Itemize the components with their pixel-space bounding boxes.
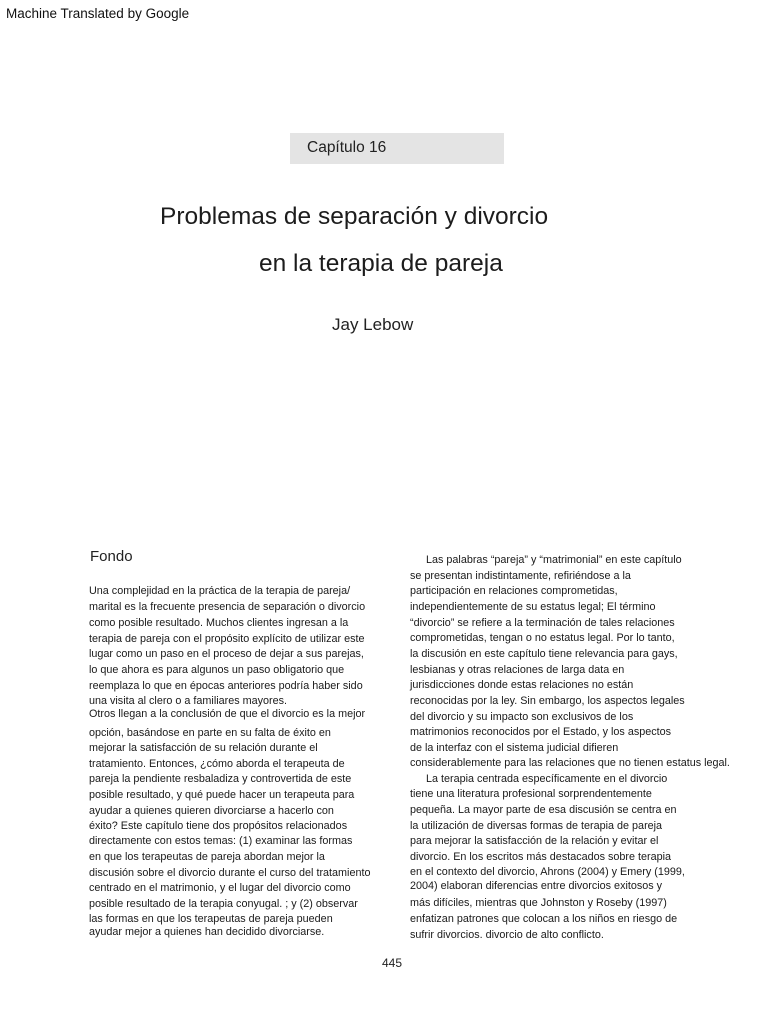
chapter-title-line-1: Problemas de separación y divorcio <box>160 203 549 230</box>
text-line: comprometidas, tengan o no estatus legal. Por lo tanto, <box>410 632 675 644</box>
text-line: Las palabras “pareja” y “matrimonial” en este capítulo <box>426 554 682 566</box>
text-line: Otros llegan a la conclusión de que el divorcio es la mejor <box>89 708 366 720</box>
chapter-label-box <box>290 133 504 164</box>
author-name: Jay Lebow <box>332 315 414 334</box>
text-line: del divorcio y su impacto son exclusivos de los <box>410 711 634 723</box>
text-line: reconocidas por la ley. Sin embargo, los aspectos legales <box>410 695 685 707</box>
text-line: considerablemente para las relaciones que no tienen estatus legal. <box>410 757 730 769</box>
text-line: en el contexto del divorcio, Ahrons (2004) y Emery (1999, <box>410 866 685 878</box>
text-line: posible resultado de la terapia conyugal. ; y (2) observar <box>89 898 358 910</box>
text-line: Una complejidad en la práctica de la terapia de pareja/ <box>89 585 351 597</box>
text-line: posible resultado, y qué puede hacer un terapeuta para <box>89 789 355 801</box>
text-line: ayudar a quienes quieren divorciarse a hacerlo con <box>89 805 334 817</box>
text-line: tiene una literatura profesional sorprendentemente <box>410 788 652 800</box>
text-line: la utilización de diversas formas de terapia de pareja <box>410 820 663 832</box>
text-line: tratamiento. Entonces, ¿cómo aborda el terapeuta de <box>89 758 345 770</box>
text-line: mejorar la satisfacción de su relación durante el <box>89 742 318 754</box>
text-line: pequeña. La mayor parte de esa discusión se centra en <box>410 804 677 816</box>
text-line: centrado en el matrimonio, y el lugar del divorcio como <box>89 882 351 894</box>
text-line: marital es la frecuente presencia de separación o divorcio <box>89 601 366 613</box>
text-line: la discusión en este capítulo tiene relevancia para gays, <box>410 648 678 660</box>
text-line: una visita al clero o a familiares mayores. <box>89 695 288 707</box>
text-line: matrimonios reconocidos por el Estado, y los aspectos <box>410 726 672 738</box>
text-line: en que los terapeutas de pareja abordan mejor la <box>89 851 325 863</box>
text-line: 2004) elaboran diferencias entre divorcios exitosos y <box>410 880 663 892</box>
text-line: directamente con estos temas: (1) examinar las formas <box>89 835 353 847</box>
text-line: reemplaza lo que en épocas anteriores podría haber sido <box>89 680 363 692</box>
text-line: para mejorar la satisfacción de la relación y evitar el <box>410 835 659 847</box>
text-line: las formas en que los terapeutas de pareja pueden <box>89 913 333 925</box>
text-line: jurisdicciones donde estas relaciones no están <box>410 679 634 691</box>
text-line: independientemente de su estatus legal; El término <box>410 601 656 613</box>
chapter-title-line-2: en la terapia de pareja <box>259 250 503 277</box>
text-line: lugar como un paso en el proceso de dejar a sus parejas, <box>89 648 364 660</box>
page-number: 445 <box>382 956 403 970</box>
text-line: opción, basándose en parte en su falta de éxito en <box>89 727 331 739</box>
text-line: La terapia centrada específicamente en el divorcio <box>426 773 668 785</box>
text-line: “divorcio” se refiere a la terminación de tales relaciones <box>410 617 675 629</box>
machine-translation-banner: Machine Translated by Google <box>6 6 190 21</box>
text-line: pareja la pendiente resbaladiza y controvertida de este <box>89 773 352 785</box>
text-line: divorcio. En los escritos más destacados sobre terapia <box>410 851 672 863</box>
text-line: se presentan indistintamente, refiriéndose a la <box>410 570 631 582</box>
text-line: éxito? Este capítulo tiene dos propósitos relacionados <box>89 820 348 832</box>
text-line: lesbianas y otras relaciones de larga data en <box>410 664 625 676</box>
text-line: de la interfaz con el sistema judicial difieren <box>410 742 619 754</box>
chapter-label: Capítulo 16 <box>307 139 387 156</box>
text-line: participación en relaciones comprometidas, <box>410 585 618 597</box>
section-heading: Fondo <box>90 548 133 565</box>
text-line: enfatizan patrones que colocan a los niños en riesgo de <box>410 913 678 925</box>
text-line: ayudar mejor a quienes han decidido divorciarse. <box>89 926 325 938</box>
text-line: discusión sobre el divorcio durante el curso del tratamiento <box>89 867 371 879</box>
text-line: terapia de pareja con el propósito explícito de utilizar este <box>89 633 365 645</box>
text-line: como posible resultado. Muchos clientes ingresan a la <box>89 617 349 629</box>
text-line: sufrir divorcios. divorcio de alto conflicto. <box>410 929 604 941</box>
text-line: lo que ahora es para algunos un paso obligatorio que <box>89 664 345 676</box>
text-line: más difíciles, mientras que Johnston y Roseby (1997) <box>410 897 667 909</box>
